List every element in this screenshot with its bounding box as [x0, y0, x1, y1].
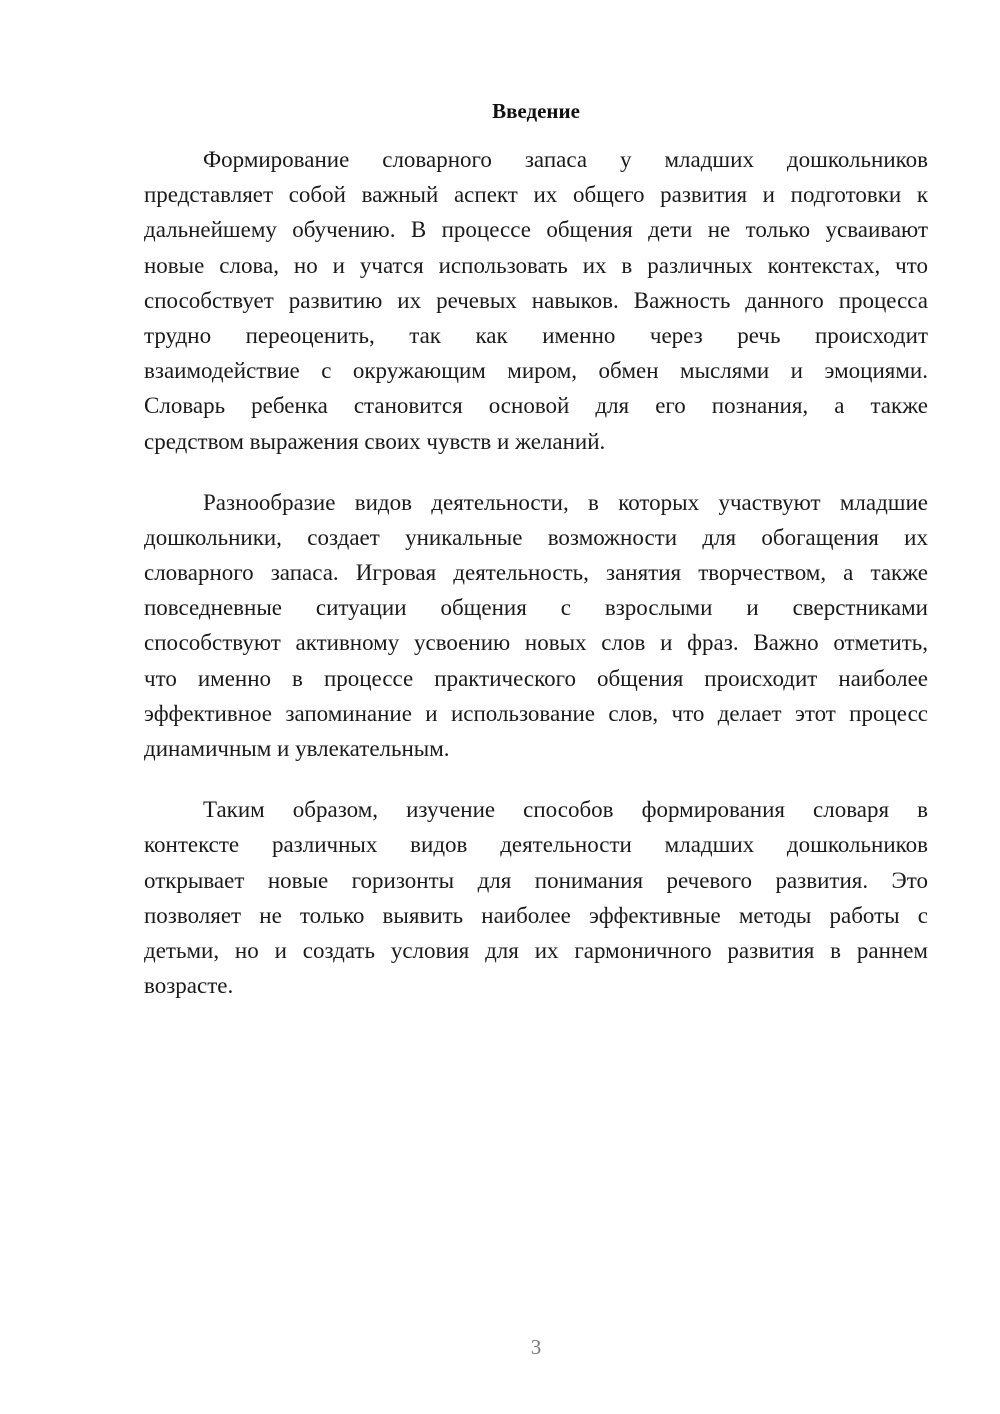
text-line: Словарь ребенка становится основой для его познания, а также: [144, 393, 928, 419]
paragraph-3: [144, 792, 928, 1003]
text-line: Таким образом, изучение способов формирования словаря в: [203, 797, 928, 823]
text-line: способствуют активному усвоению новых слов и фраз. Важно отметить,: [144, 630, 928, 656]
text-line: дошкольники, создает уникальные возможности для обогащения их: [144, 524, 928, 550]
text-line: средством выражения своих чувств и желаний.: [144, 428, 606, 454]
text-line: детьми, но и создать условия для их гармоничного развития в раннем: [144, 937, 928, 963]
text-line: Формирование словарного запаса у младших дошкольников: [203, 147, 928, 172]
text-line: эффективное запоминание и использование слов, что делает этот процесс: [144, 700, 928, 726]
text-line: Разнообразие видов деятельности, в которых участвуют младшие: [203, 489, 928, 515]
text-line: возрасте.: [144, 973, 234, 999]
text-line: способствует развитию их речевых навыков. Важность данного процесса: [144, 287, 928, 313]
text-line: что именно в процессе практического общения происходит наиболее: [144, 665, 928, 691]
paragraph-2: [144, 485, 928, 767]
text-line: открывает новые горизонты для понимания речевого развития. Это: [144, 867, 928, 893]
body-text: [144, 142, 928, 1003]
page-number: 3: [530, 1335, 542, 1359]
text-line: взаимодействие с окружающим миром, обмен мыслями и эмоциями.: [144, 358, 928, 384]
text-line: динамичным и увлекательным.: [144, 736, 450, 761]
text-line: словарного запаса. Игровая деятельность, занятия творчеством, а также: [144, 560, 928, 586]
paragraph-1: [144, 142, 928, 459]
text-line: позволяет не только выявить наиболее эффективные методы работы с: [144, 902, 928, 928]
text-line: новые слова, но и учатся использовать их в различных контекстах, что: [144, 252, 928, 278]
text-line: повседневные ситуации общения с взрослыми и сверстниками: [144, 595, 928, 621]
text-line: представляет собой важный аспект их общего развития и подготовки к: [144, 182, 928, 208]
text-line: трудно переоценить, так как именно через речь происходит: [144, 322, 928, 348]
text-line: контексте различных видов деятельности младших дошкольников: [144, 832, 928, 858]
section-title: Введение: [492, 99, 580, 123]
text-line: дальнейшему обучению. В процессе общения дети не только усваивают: [144, 217, 928, 243]
